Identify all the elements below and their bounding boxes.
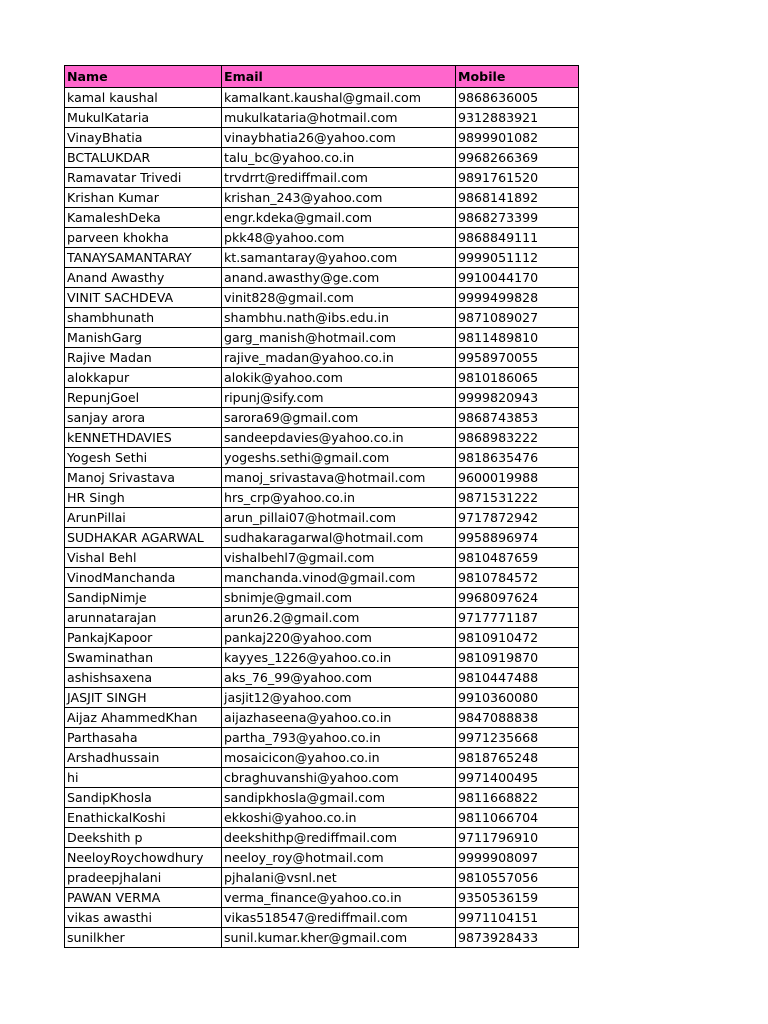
name-cell: Vishal Behl bbox=[65, 548, 222, 568]
mobile-cell: 9999051112 bbox=[456, 248, 579, 268]
table-row bbox=[65, 628, 579, 648]
email-cell: rajive_madan@yahoo.co.in bbox=[222, 348, 456, 368]
table-body bbox=[65, 88, 579, 948]
email-cell: vinit828@gmail.com bbox=[222, 288, 456, 308]
mobile-cell: 9999908097 bbox=[456, 848, 579, 868]
name-cell: Rajive Madan bbox=[65, 348, 222, 368]
email-cell: pjhalani@vsnl.net bbox=[222, 868, 456, 888]
table-row bbox=[65, 308, 579, 328]
table-row bbox=[65, 648, 579, 668]
mobile-cell: 9868636005 bbox=[456, 88, 579, 108]
email-cell: neeloy_roy@hotmail.com bbox=[222, 848, 456, 868]
email-cell: sunil.kumar.kher@gmail.com bbox=[222, 928, 456, 948]
table-row bbox=[65, 408, 579, 428]
email-cell: mukulkataria@hotmail.com bbox=[222, 108, 456, 128]
mobile-cell: 9968266369 bbox=[456, 148, 579, 168]
table-row bbox=[65, 388, 579, 408]
name-cell: Manoj Srivastava bbox=[65, 468, 222, 488]
table-row bbox=[65, 348, 579, 368]
mobile-cell: 9871531222 bbox=[456, 488, 579, 508]
email-cell: sudhakaragarwal@hotmail.com bbox=[222, 528, 456, 548]
mobile-cell: 9711796910 bbox=[456, 828, 579, 848]
email-cell: partha_793@yahoo.co.in bbox=[222, 728, 456, 748]
email-cell: shambhu.nath@ibs.edu.in bbox=[222, 308, 456, 328]
mobile-cell: 9999499828 bbox=[456, 288, 579, 308]
mobile-cell: 9818635476 bbox=[456, 448, 579, 468]
email-cell: vishalbehl7@gmail.com bbox=[222, 548, 456, 568]
table-row bbox=[65, 748, 579, 768]
email-cell: sarora69@gmail.com bbox=[222, 408, 456, 428]
mobile-cell: 9312883921 bbox=[456, 108, 579, 128]
table-row bbox=[65, 488, 579, 508]
name-cell: ashishsaxena bbox=[65, 668, 222, 688]
mobile-cell: 9958970055 bbox=[456, 348, 579, 368]
mobile-cell: 9811668822 bbox=[456, 788, 579, 808]
header-row bbox=[65, 66, 579, 88]
mobile-cell: 9810910472 bbox=[456, 628, 579, 648]
mobile-cell: 9810557056 bbox=[456, 868, 579, 888]
mobile-cell: 9958896974 bbox=[456, 528, 579, 548]
table-row bbox=[65, 588, 579, 608]
mobile-cell: 9350536159 bbox=[456, 888, 579, 908]
mobile-cell: 9999820943 bbox=[456, 388, 579, 408]
table-row bbox=[65, 808, 579, 828]
mobile-cell: 9818765248 bbox=[456, 748, 579, 768]
mobile-cell: 9971235668 bbox=[456, 728, 579, 748]
name-cell: RepunjGoel bbox=[65, 388, 222, 408]
table-row bbox=[65, 928, 579, 948]
name-cell: SandipKhosla bbox=[65, 788, 222, 808]
email-cell: anand.awasthy@ge.com bbox=[222, 268, 456, 288]
table-row bbox=[65, 228, 579, 248]
mobile-cell: 9891761520 bbox=[456, 168, 579, 188]
name-cell: JASJIT SINGH bbox=[65, 688, 222, 708]
name-cell: Deekshith p bbox=[65, 828, 222, 848]
name-cell: Swaminathan bbox=[65, 648, 222, 668]
email-cell: cbraghuvanshi@yahoo.com bbox=[222, 768, 456, 788]
mobile-cell: 9717872942 bbox=[456, 508, 579, 528]
email-cell: verma_finance@yahoo.co.in bbox=[222, 888, 456, 908]
name-cell: pradeepjhalani bbox=[65, 868, 222, 888]
mobile-cell: 9873928433 bbox=[456, 928, 579, 948]
name-cell: arunnatarajan bbox=[65, 608, 222, 628]
mobile-cell: 9810784572 bbox=[456, 568, 579, 588]
email-cell: hrs_crp@yahoo.co.in bbox=[222, 488, 456, 508]
table-row bbox=[65, 508, 579, 528]
table-row bbox=[65, 268, 579, 288]
email-cell: kayyes_1226@yahoo.co.in bbox=[222, 648, 456, 668]
mobile-cell: 9910044170 bbox=[456, 268, 579, 288]
email-cell: trvdrrt@rediffmail.com bbox=[222, 168, 456, 188]
name-cell: Arshadhussain bbox=[65, 748, 222, 768]
header-name: Name bbox=[65, 66, 222, 88]
table-row bbox=[65, 528, 579, 548]
email-cell: sandeepdavies@yahoo.co.in bbox=[222, 428, 456, 448]
mobile-cell: 9868273399 bbox=[456, 208, 579, 228]
name-cell: Parthasaha bbox=[65, 728, 222, 748]
table-row bbox=[65, 168, 579, 188]
table-row bbox=[65, 608, 579, 628]
table-row bbox=[65, 108, 579, 128]
table-row bbox=[65, 768, 579, 788]
table-row bbox=[65, 248, 579, 268]
name-cell: TANAYSAMANTARAY bbox=[65, 248, 222, 268]
name-cell: HR Singh bbox=[65, 488, 222, 508]
table-row bbox=[65, 468, 579, 488]
mobile-cell: 9600019988 bbox=[456, 468, 579, 488]
table-row bbox=[65, 548, 579, 568]
name-cell: MukulKataria bbox=[65, 108, 222, 128]
table-row bbox=[65, 568, 579, 588]
email-cell: mosaicicon@yahoo.co.in bbox=[222, 748, 456, 768]
name-cell: VinayBhatia bbox=[65, 128, 222, 148]
table-row bbox=[65, 908, 579, 928]
name-cell: ManishGarg bbox=[65, 328, 222, 348]
email-cell: deekshithp@rediffmail.com bbox=[222, 828, 456, 848]
table-row bbox=[65, 208, 579, 228]
email-cell: yogeshs.sethi@gmail.com bbox=[222, 448, 456, 468]
name-cell: KamaleshDeka bbox=[65, 208, 222, 228]
table-row bbox=[65, 848, 579, 868]
table-row bbox=[65, 328, 579, 348]
name-cell: Aijaz AhammedKhan bbox=[65, 708, 222, 728]
mobile-cell: 9811066704 bbox=[456, 808, 579, 828]
email-cell: kamalkant.kaushal@gmail.com bbox=[222, 88, 456, 108]
table-row bbox=[65, 788, 579, 808]
mobile-cell: 9810487659 bbox=[456, 548, 579, 568]
header-mobile: Mobile bbox=[456, 66, 579, 88]
email-cell: pankaj220@yahoo.com bbox=[222, 628, 456, 648]
mobile-cell: 9910360080 bbox=[456, 688, 579, 708]
name-cell: Anand Awasthy bbox=[65, 268, 222, 288]
name-cell: vikas awasthi bbox=[65, 908, 222, 928]
name-cell: SUDHAKAR AGARWAL bbox=[65, 528, 222, 548]
email-cell: manoj_srivastava@hotmail.com bbox=[222, 468, 456, 488]
email-cell: arun26.2@gmail.com bbox=[222, 608, 456, 628]
name-cell: EnathickalKoshi bbox=[65, 808, 222, 828]
name-cell: VINIT SACHDEVA bbox=[65, 288, 222, 308]
mobile-cell: 9717771187 bbox=[456, 608, 579, 628]
name-cell: parveen khokha bbox=[65, 228, 222, 248]
table-row bbox=[65, 368, 579, 388]
table-row bbox=[65, 728, 579, 748]
name-cell: VinodManchanda bbox=[65, 568, 222, 588]
email-cell: manchanda.vinod@gmail.com bbox=[222, 568, 456, 588]
email-cell: garg_manish@hotmail.com bbox=[222, 328, 456, 348]
table-row bbox=[65, 888, 579, 908]
name-cell: hi bbox=[65, 768, 222, 788]
table-row bbox=[65, 148, 579, 168]
name-cell: Krishan Kumar bbox=[65, 188, 222, 208]
name-cell: SandipNimje bbox=[65, 588, 222, 608]
name-cell: BCTALUKDAR bbox=[65, 148, 222, 168]
mobile-cell: 9811489810 bbox=[456, 328, 579, 348]
mobile-cell: 9868743853 bbox=[456, 408, 579, 428]
email-cell: alokik@yahoo.com bbox=[222, 368, 456, 388]
mobile-cell: 9971400495 bbox=[456, 768, 579, 788]
email-cell: jasjit12@yahoo.com bbox=[222, 688, 456, 708]
mobile-cell: 9810186065 bbox=[456, 368, 579, 388]
name-cell: kamal kaushal bbox=[65, 88, 222, 108]
email-cell: aks_76_99@yahoo.com bbox=[222, 668, 456, 688]
name-cell: Ramavatar Trivedi bbox=[65, 168, 222, 188]
email-cell: ripunj@sify.com bbox=[222, 388, 456, 408]
email-cell: talu_bc@yahoo.co.in bbox=[222, 148, 456, 168]
email-cell: sandipkhosla@gmail.com bbox=[222, 788, 456, 808]
name-cell: NeeloyRoychowdhury bbox=[65, 848, 222, 868]
table-row bbox=[65, 128, 579, 148]
mobile-cell: 9899901082 bbox=[456, 128, 579, 148]
email-cell: vikas518547@rediffmail.com bbox=[222, 908, 456, 928]
table-row bbox=[65, 688, 579, 708]
mobile-cell: 9968097624 bbox=[456, 588, 579, 608]
name-cell: shambhunath bbox=[65, 308, 222, 328]
email-cell: engr.kdeka@gmail.com bbox=[222, 208, 456, 228]
table-row bbox=[65, 448, 579, 468]
name-cell: kENNETHDAVIES bbox=[65, 428, 222, 448]
mobile-cell: 9810919870 bbox=[456, 648, 579, 668]
mobile-cell: 9871089027 bbox=[456, 308, 579, 328]
table-row bbox=[65, 88, 579, 108]
email-cell: sbnimje@gmail.com bbox=[222, 588, 456, 608]
email-cell: ekkoshi@yahoo.co.in bbox=[222, 808, 456, 828]
table-row bbox=[65, 428, 579, 448]
name-cell: sanjay arora bbox=[65, 408, 222, 428]
name-cell: sunilkher bbox=[65, 928, 222, 948]
email-cell: krishan_243@yahoo.com bbox=[222, 188, 456, 208]
mobile-cell: 9868849111 bbox=[456, 228, 579, 248]
contacts-table bbox=[64, 65, 579, 948]
mobile-cell: 9847088838 bbox=[456, 708, 579, 728]
table-row bbox=[65, 288, 579, 308]
email-cell: aijazhaseena@yahoo.co.in bbox=[222, 708, 456, 728]
email-cell: pkk48@yahoo.com bbox=[222, 228, 456, 248]
table-row bbox=[65, 868, 579, 888]
mobile-cell: 9810447488 bbox=[456, 668, 579, 688]
mobile-cell: 9971104151 bbox=[456, 908, 579, 928]
header-email: Email bbox=[222, 66, 456, 88]
email-cell: arun_pillai07@hotmail.com bbox=[222, 508, 456, 528]
email-cell: vinaybhatia26@yahoo.com bbox=[222, 128, 456, 148]
mobile-cell: 9868141892 bbox=[456, 188, 579, 208]
name-cell: alokkapur bbox=[65, 368, 222, 388]
name-cell: PankajKapoor bbox=[65, 628, 222, 648]
table-row bbox=[65, 188, 579, 208]
table-row bbox=[65, 668, 579, 688]
email-cell: kt.samantaray@yahoo.com bbox=[222, 248, 456, 268]
name-cell: Yogesh Sethi bbox=[65, 448, 222, 468]
table-row bbox=[65, 828, 579, 848]
table-row bbox=[65, 708, 579, 728]
mobile-cell: 9868983222 bbox=[456, 428, 579, 448]
name-cell: PAWAN VERMA bbox=[65, 888, 222, 908]
name-cell: ArunPillai bbox=[65, 508, 222, 528]
